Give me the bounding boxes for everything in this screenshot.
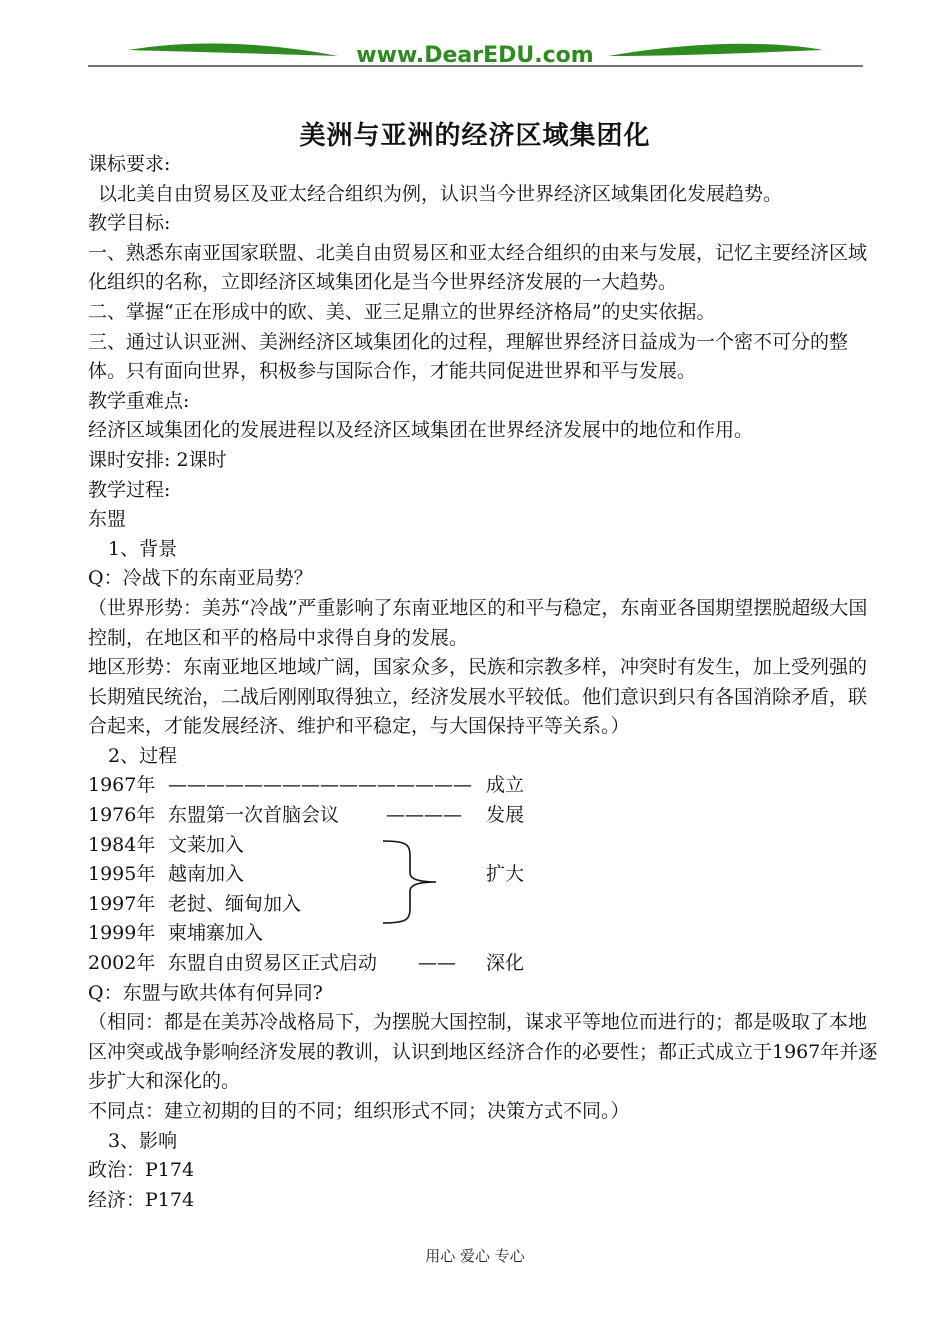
site-url-text: www.DearEDU.com <box>356 43 594 68</box>
timeline-row <box>88 860 878 890</box>
region-situation: 地区形势：东南亚地区地域广阔，国家众多，民族和宗教多样，冲突时有发生，加上受列强的长期殖民统治，二战后刚刚取得独立，经济发展水平较低。他们意识到只有各国消除矛盾，联合起来，才能发展经济、维护和平稳定，与大国保持平等关系。） <box>88 656 868 738</box>
key-heading: 教学重难点: <box>88 389 190 412</box>
timeline-event: 柬埔寨加入 <box>168 922 264 945</box>
timeline-event: 文莱加入 <box>168 833 245 856</box>
timeline-stage: 发展 <box>486 804 525 827</box>
schedule: 课时安排: 2课时 <box>88 448 227 471</box>
kebiao-heading: 课标要求: <box>88 153 171 175</box>
leaf-swoosh-logo <box>88 36 863 72</box>
goal-2: 二、掌握“正在形成中的欧、美、亚三足鼎立的世界经济格局”的史实依据。 <box>88 300 716 323</box>
timeline-year: 2002年 <box>88 952 156 975</box>
asean-timeline <box>88 771 878 978</box>
kebiao-text: 以北美自由贸易区及亚太经合组织为例，认识当今世界经济区域集团化发展趋势。 <box>98 182 783 205</box>
timeline-row <box>88 771 878 801</box>
differences: 不同点：建立初期的目的不同；组织形式不同；决策方式不同。） <box>88 1100 630 1122</box>
timeline-row <box>88 919 878 949</box>
world-situation: （世界形势：美苏“冷战”严重影响了东南亚地区的和平与稳定，东南亚各国期望摆脱超级大国控制，在地区和平的格局中求得自身的发展。 <box>88 596 868 649</box>
impact-heading: 3、影响 <box>108 1129 178 1152</box>
goals-heading: 教学目标: <box>88 212 171 235</box>
curly-brace-icon <box>378 837 448 927</box>
page-title: 美洲与亚洲的经济区域集团化 <box>299 121 651 151</box>
goal-1: 一、熟悉东南亚国家联盟、北美自由贸易区和亚太经合组织的由来与发展，记忆主要经济区域化组织的名称，立即经济区域集团化是当今世界经济发展的一大趋势。 <box>88 241 868 294</box>
document-body <box>88 150 878 1215</box>
timeline-dash: ———— <box>386 804 462 827</box>
timeline-event: 老挝、缅甸加入 <box>168 892 302 915</box>
impact-economy: 经济：P174 <box>88 1188 195 1211</box>
goal-3: 三、通过认识亚洲、美洲经济区域集团化的过程，理解世界经济日益成为一个密不可分的整体。只有面向世界，积极参与国际合作，才能共同促进世界和平与发展。 <box>88 330 849 383</box>
question-2: Q：东盟与欧共体有何异同? <box>88 981 323 1004</box>
timeline-event: 东盟自由贸易区正式启动 <box>168 952 378 975</box>
timeline-year: 1976年 <box>88 804 156 827</box>
process-subheading: 2、过程 <box>108 744 178 767</box>
timeline-row <box>88 949 878 979</box>
asean-heading: 东盟 <box>88 508 127 531</box>
similarities: （相同：都是在美苏冷战格局下，为摆脱大国控制，谋求平等地位而进行的；都是吸取了本地区冲突或战争影响经济发展的教训，认识到地区经济合作的必要性；都正式成立于1967年并逐步扩大和深化的。 <box>88 1011 878 1093</box>
timeline-stage: 深化 <box>486 952 525 975</box>
timeline-dash: —— <box>418 952 456 975</box>
timeline-dash: ———————————————— <box>168 774 472 797</box>
background-heading: 1、背景 <box>108 537 178 560</box>
timeline-year: 1999年 <box>88 922 156 945</box>
question-1: Q：冷战下的东南亚局势？ <box>88 567 313 590</box>
timeline-event: 越南加入 <box>168 863 245 886</box>
timeline-event: 东盟第一次首脑会议 <box>168 804 340 827</box>
site-header-banner <box>88 36 863 72</box>
impact-politics: 政治：P174 <box>88 1159 195 1182</box>
timeline-year: 1997年 <box>88 892 156 915</box>
timeline-year: 1967年 <box>88 774 156 797</box>
process-heading: 教学过程: <box>88 478 171 501</box>
page-footer: 用心 爱心 专心 <box>425 1247 525 1265</box>
timeline-row <box>88 831 878 861</box>
timeline-year: 1995年 <box>88 863 156 886</box>
timeline-row <box>88 890 878 920</box>
timeline-year: 1984年 <box>88 833 156 856</box>
timeline-stage: 扩大 <box>486 863 525 886</box>
timeline-stage: 成立 <box>486 774 525 797</box>
timeline-row <box>88 801 878 831</box>
key-text: 经济区域集团化的发展进程以及经济区域集团在世界经济发展中的地位和作用。 <box>88 419 754 442</box>
